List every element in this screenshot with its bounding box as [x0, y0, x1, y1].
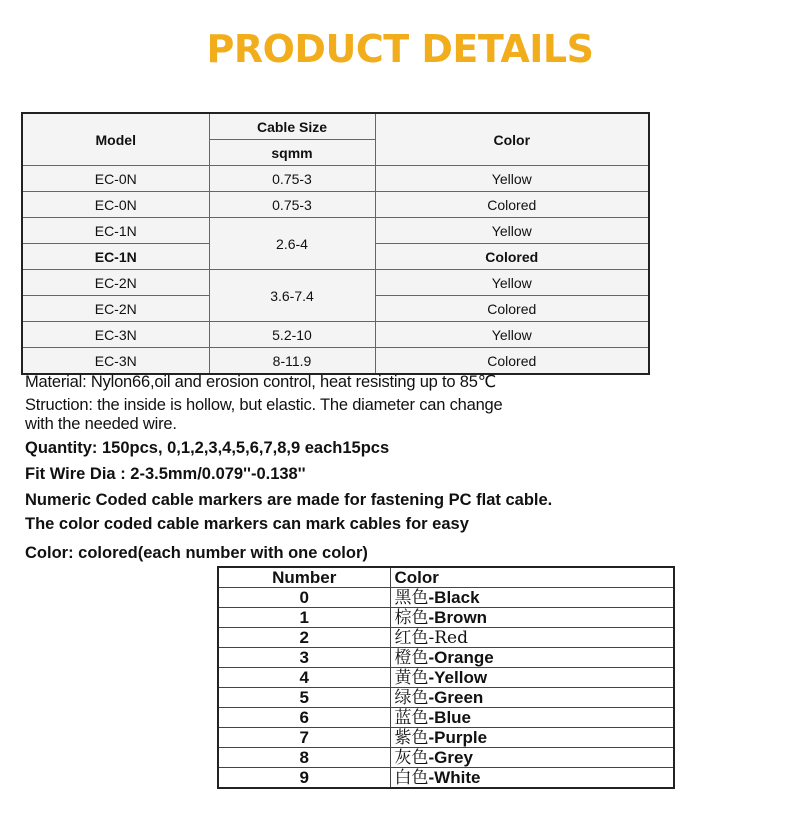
model-cell: EC-0N — [22, 192, 209, 218]
table-row — [218, 608, 674, 628]
spec-header-row — [22, 113, 649, 140]
header-unit: sqmm — [209, 140, 375, 166]
english-color-name: -Brown — [428, 607, 488, 627]
number-cell: 1 — [218, 608, 390, 628]
color-cell: Yellow — [375, 270, 649, 296]
quantity-text: Quantity: 150pcs, 0,1,2,3,4,5,6,7,8,9 each15pcs — [25, 439, 390, 457]
table-row — [22, 348, 649, 375]
model-cell: EC-1N — [22, 244, 209, 270]
table-row — [218, 588, 674, 608]
color-cell: Colored — [375, 192, 649, 218]
struction-text-continued: with the needed wire. — [25, 415, 177, 433]
number-cell: 3 — [218, 648, 390, 668]
size-cell: 8-11.9 — [209, 348, 375, 375]
color-table — [217, 566, 675, 789]
chinese-color-name: 黑色 — [394, 587, 429, 608]
chinese-color-name: 蓝色 — [394, 707, 429, 728]
color-name-cell — [390, 628, 674, 648]
number-cell: 4 — [218, 668, 390, 688]
color-cell: Yellow — [375, 322, 649, 348]
page-title: PRODUCT DETAILS — [206, 27, 594, 71]
table-row — [218, 708, 674, 728]
color-coded-text: The color coded cable markers can mark cables for easy — [25, 515, 469, 533]
numeric-coded-text: Numeric Coded cable markers are made for fastening PC flat cable. — [25, 491, 553, 509]
number-cell: 5 — [218, 688, 390, 708]
model-cell: EC-3N — [22, 322, 209, 348]
color-cell: Yellow — [375, 166, 649, 192]
color-cell: Colored — [375, 244, 649, 270]
color-name-cell — [390, 768, 674, 789]
size-cell: 0.75-3 — [209, 166, 375, 192]
color-cell: Colored — [375, 296, 649, 322]
table-row — [218, 748, 674, 768]
english-color-name: -Black — [428, 587, 480, 607]
color-cell: Colored — [375, 348, 649, 375]
struction-text: Struction: the inside is hollow, but elastic. The diameter can change — [25, 396, 503, 414]
color-name-cell — [390, 688, 674, 708]
spec-table — [21, 112, 650, 375]
chinese-color-name: 红色 — [394, 627, 429, 648]
number-cell: 0 — [218, 588, 390, 608]
color-name-cell — [390, 608, 674, 628]
table-row — [218, 728, 674, 748]
header-number: Number — [218, 567, 390, 588]
number-cell: 8 — [218, 748, 390, 768]
english-color-name: -Yellow — [428, 667, 488, 687]
header-color: Color — [375, 113, 649, 166]
table-row — [218, 668, 674, 688]
size-cell: 3.6-7.4 — [209, 270, 375, 322]
english-color-name: -Green — [428, 687, 484, 707]
chinese-color-name: 棕色 — [394, 607, 429, 628]
model-cell: EC-2N — [22, 270, 209, 296]
table-row — [22, 192, 649, 218]
model-cell: EC-2N — [22, 296, 209, 322]
header-cable-size: Cable Size — [209, 113, 375, 140]
table-row — [218, 768, 674, 789]
chinese-color-name: 白色 — [394, 767, 429, 788]
header-color: Color — [390, 567, 674, 588]
english-color-name: -Red — [428, 627, 468, 648]
chinese-color-name: 灰色 — [394, 747, 429, 768]
english-color-name: -White — [428, 767, 481, 787]
table-row — [218, 688, 674, 708]
size-cell: 2.6-4 — [209, 218, 375, 270]
size-cell: 0.75-3 — [209, 192, 375, 218]
table-row — [22, 270, 649, 296]
table-row — [218, 648, 674, 668]
color-name-cell — [390, 648, 674, 668]
table-row — [218, 628, 674, 648]
model-cell: EC-1N — [22, 218, 209, 244]
number-cell: 7 — [218, 728, 390, 748]
size-cell: 5.2-10 — [209, 322, 375, 348]
table-row — [22, 218, 649, 244]
english-color-name: -Grey — [428, 747, 473, 767]
table-row — [22, 322, 649, 348]
color-cell: Yellow — [375, 218, 649, 244]
header-model: Model — [22, 113, 209, 166]
chinese-color-name: 绿色 — [394, 687, 429, 708]
color-line-text: Color: colored(each number with one color) — [25, 544, 368, 562]
material-text: Material: Nylon66,oil and erosion control, heat resisting up to 85℃ — [25, 373, 497, 391]
color-table-header — [218, 567, 674, 588]
color-name-cell — [390, 708, 674, 728]
english-color-name: -Orange — [428, 647, 494, 667]
number-cell: 9 — [218, 768, 390, 789]
chinese-color-name: 橙色 — [394, 647, 429, 668]
color-name-cell — [390, 588, 674, 608]
fit-wire-text: Fit Wire Dia : 2-3.5mm/0.079''-0.138'' — [25, 465, 306, 483]
english-color-name: -Blue — [428, 707, 471, 727]
number-cell: 6 — [218, 708, 390, 728]
color-name-cell — [390, 668, 674, 688]
english-color-name: -Purple — [428, 727, 488, 747]
number-cell: 2 — [218, 628, 390, 648]
color-name-cell — [390, 728, 674, 748]
model-cell: EC-0N — [22, 166, 209, 192]
color-name-cell — [390, 748, 674, 768]
chinese-color-name: 黄色 — [394, 667, 429, 688]
table-row — [22, 166, 649, 192]
chinese-color-name: 紫色 — [394, 727, 429, 748]
model-cell: EC-3N — [22, 348, 209, 375]
